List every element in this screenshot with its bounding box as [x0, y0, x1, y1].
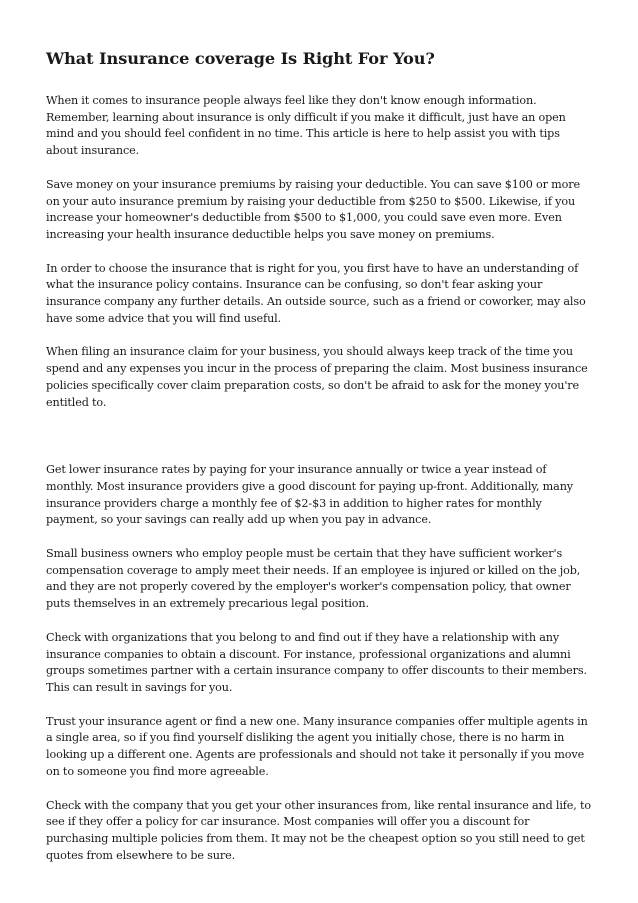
document-title: What Insurance coverage Is Right For You? — [46, 49, 435, 68]
paragraph-choose-insurance: In order to choose the insurance that is right for you, you first have to have an understanding of what the insurance policy contains. Insurance can be confusing, so don't fear asking your insurance company any further details. An outside source, such as a friend or coworker, may also have some advice that you will find useful. — [46, 261, 586, 325]
paragraph-deductible: Save money on your insurance premiums by raising your deductible. You can save $100 or more on your auto insurance premium by raising your deductible from $250 to $500. Likewise, if you increase your homeowner's deductible from $500 to $1,000, you could save even more. Even increasing your health insurance deductible helps you save money on premiums. — [46, 177, 580, 241]
blank-gap — [46, 428, 594, 462]
paragraph-trust-agent: Trust your insurance agent or find a new one. Many insurance companies offer multiple agents in a single area, so if you find yourself disliking the agent you initially chose, there is no harm in looking up a different one. Agents are professionals and should not take it personally if you move on to someone you find more agreeable. — [46, 714, 588, 778]
paragraph-organizations-discount: Check with organizations that you belong to and find out if they have a relationship with any insurance companies to obtain a discount. For instance, professional organizations and alumni groups sometimes partner with a certain insurance company to offer discounts to their members. This can result in savings for you. — [46, 630, 587, 694]
paragraph-intro: When it comes to insurance people always feel like they don't know enough information. Remember, learning about insurance is only difficult if you make it difficult, just have an open mind and you should feel confident in no time. This article is here to help assist you with tips about insurance. — [46, 94, 566, 158]
paragraph-workers-compensation: Small business owners who employ people must be certain that they have sufficient worker's compensation coverage to amply meet their needs. If an employee is injured or killed on the job, and they are not properly covered by the employer's worker's compensation policy, that owner puts themselves in an extremely precarious legal position. — [46, 547, 581, 611]
paragraph-lower-rates: Get lower insurance rates by paying for your insurance annually or twice a year instead of monthly. Most insurance providers give a good discount for paying up-front. Additionally, many insurance providers charge a monthly fee of $2-$3 in addition to higher rates for monthly payment, so your savings can really add up when you pay in advance. — [46, 463, 573, 527]
paragraph-filing-claim: When filing an insurance claim for your business, you should always keep track of the time you spend and any expenses you incur in the process of preparing the claim. Most business insurance policies specifically cover claim preparation costs, so don't be afraid to ask for the money you're entitled to. — [46, 345, 588, 409]
paragraph-multiple-policies: Check with the company that you get your other insurances from, like rental insurance and life, to see if they offer a policy for car insurance. Most companies will offer you a discount for purchasing multiple policies from them. It may not be the cheapest option so you still need to get quotes from elsewhere to be sure. — [46, 798, 591, 862]
